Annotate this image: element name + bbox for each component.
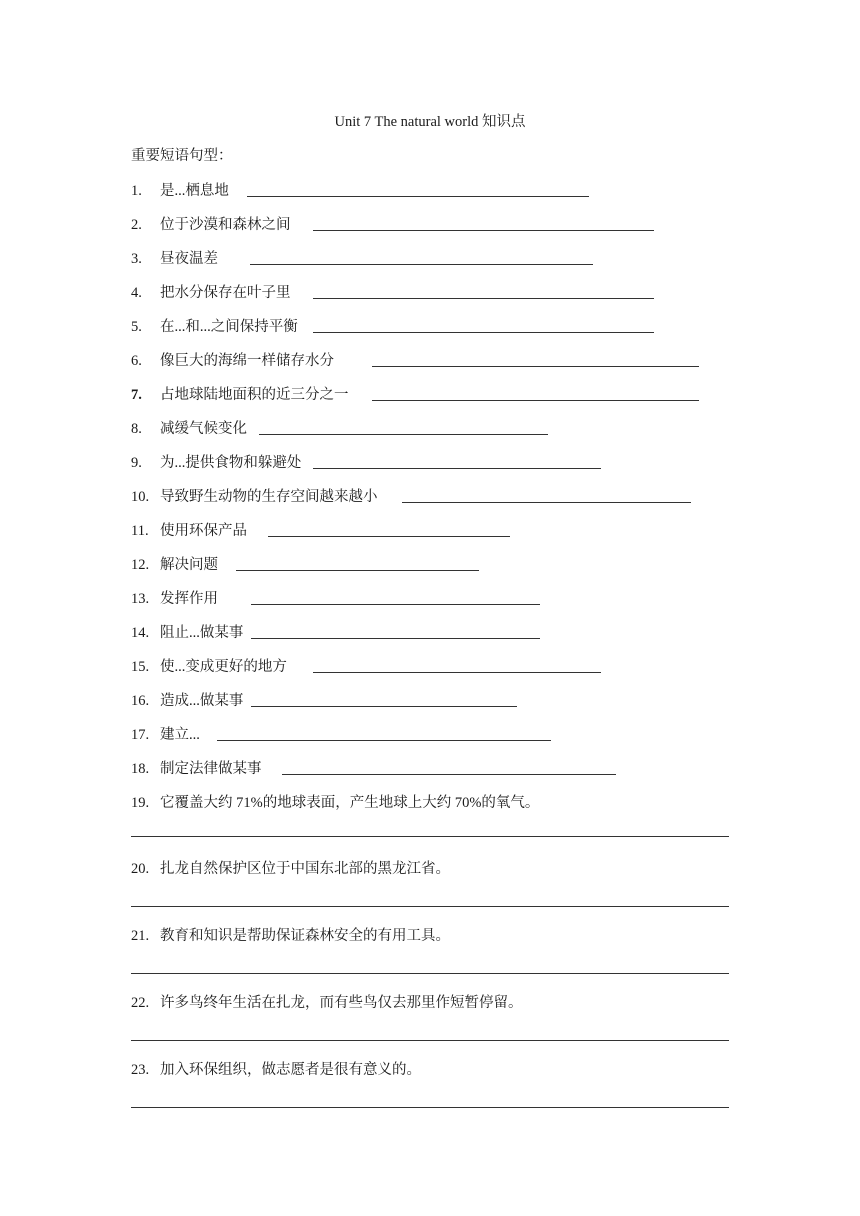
item-number: 8. (131, 421, 142, 437)
phrase-text: 减缓气候变化 (160, 421, 247, 437)
item-number: 3. (131, 251, 142, 267)
answer-blank-line (372, 365, 699, 367)
phrase-text: 把水分保存在叶子里 (160, 285, 291, 301)
sentence-text: 它覆盖大约 71%的地球表面，产生地球上大约 70%的氧气。 (160, 795, 540, 811)
item-number: 16. (131, 693, 150, 709)
phrase-item (131, 588, 218, 608)
phrase-item (131, 316, 298, 336)
answer-blank-line (251, 705, 517, 707)
item-number: 5. (131, 319, 142, 335)
phrase-text: 发挥作用 (160, 591, 218, 607)
phrase-text: 导致野生动物的生存空间越来越小 (160, 489, 378, 505)
sentence-text: 教育和知识是帮助保证森林安全的有用工具。 (160, 928, 450, 944)
answer-blank-line (131, 1040, 729, 1041)
phrase-text: 解决问题 (160, 557, 218, 573)
item-number: 6. (131, 353, 142, 369)
item-number: 19. (131, 795, 150, 811)
item-number: 22. (131, 995, 150, 1011)
phrase-item (131, 214, 291, 234)
phrase-item (131, 622, 243, 642)
answer-blank-line (259, 433, 548, 435)
phrase-item (131, 690, 243, 710)
answer-blank-line (313, 671, 601, 673)
answer-blank-line (250, 263, 593, 265)
section-heading: 重要短语句型： (131, 148, 233, 164)
phrase-text: 位于沙漠和森林之间 (160, 217, 291, 233)
phrase-text: 昼夜温差 (160, 251, 218, 267)
sentence-text: 扎龙自然保护区位于中国东北部的黑龙江省。 (160, 861, 450, 877)
phrase-text: 为...提供食物和躲避处 (160, 455, 302, 471)
phrase-item (131, 282, 291, 302)
item-number: 23. (131, 1062, 150, 1078)
page-title: Unit 7 The natural world 知识点 (334, 114, 526, 130)
answer-blank-line (131, 836, 729, 837)
phrase-item (131, 350, 334, 370)
phrase-text: 使用环保产品 (160, 523, 247, 539)
sentence-item (131, 992, 523, 1012)
item-number: 17. (131, 727, 150, 743)
item-number: 14. (131, 625, 150, 641)
item-number: 21. (131, 928, 150, 944)
phrase-item (131, 486, 378, 506)
answer-blank-line (313, 467, 601, 469)
item-number: 2. (131, 217, 142, 233)
sentence-item (131, 925, 450, 945)
item-number: 7. (131, 387, 142, 403)
phrase-text: 是...栖息地 (160, 183, 229, 199)
answer-blank-line (131, 906, 729, 907)
answer-blank-line (251, 603, 540, 605)
phrase-text: 造成...做某事 (160, 693, 244, 709)
answer-blank-line (217, 739, 551, 741)
sentence-text: 许多鸟终年生活在扎龙，而有些鸟仅去那里作短暂停留。 (160, 995, 523, 1011)
sentence-item (131, 792, 539, 812)
item-number: 10. (131, 489, 150, 505)
answer-blank-line (402, 501, 691, 503)
item-number: 12. (131, 557, 150, 573)
phrase-text: 使...变成更好的地方 (160, 659, 287, 675)
item-number: 18. (131, 761, 150, 777)
item-number: 13. (131, 591, 150, 607)
phrase-text: 建立... (160, 727, 200, 743)
phrase-item (131, 520, 247, 540)
sentence-item (131, 1059, 421, 1079)
phrase-text: 像巨大的海绵一样储存水分 (160, 353, 334, 369)
phrase-item (131, 180, 229, 200)
sentence-item (131, 858, 450, 878)
answer-blank-line (313, 229, 654, 231)
phrase-text: 在...和...之间保持平衡 (160, 319, 298, 335)
item-number: 1. (131, 183, 142, 199)
item-number: 9. (131, 455, 142, 471)
phrase-item (131, 554, 218, 574)
answer-blank-line (131, 973, 729, 974)
phrase-item (131, 248, 218, 268)
phrase-item (131, 758, 262, 778)
answer-blank-line (247, 195, 589, 197)
item-number: 15. (131, 659, 150, 675)
phrase-item (131, 452, 301, 472)
answer-blank-line (131, 1107, 729, 1108)
phrase-item (131, 656, 287, 676)
sentence-text: 加入环保组织，做志愿者是很有意义的。 (160, 1062, 421, 1078)
answer-blank-line (268, 535, 510, 537)
answer-blank-line (313, 331, 654, 333)
phrase-item (131, 418, 247, 438)
item-number: 4. (131, 285, 142, 301)
phrase-item (131, 384, 349, 404)
answer-blank-line (236, 569, 479, 571)
phrase-item (131, 724, 200, 744)
answer-blank-line (372, 399, 699, 401)
phrase-text: 阻止...做某事 (160, 625, 244, 641)
item-number: 20. (131, 861, 150, 877)
answer-blank-line (313, 297, 654, 299)
phrase-text: 制定法律做某事 (160, 761, 262, 777)
item-number: 11. (131, 523, 149, 539)
answer-blank-line (251, 637, 540, 639)
answer-blank-line (282, 773, 616, 775)
phrase-text: 占地球陆地面积的近三分之一 (160, 387, 349, 403)
